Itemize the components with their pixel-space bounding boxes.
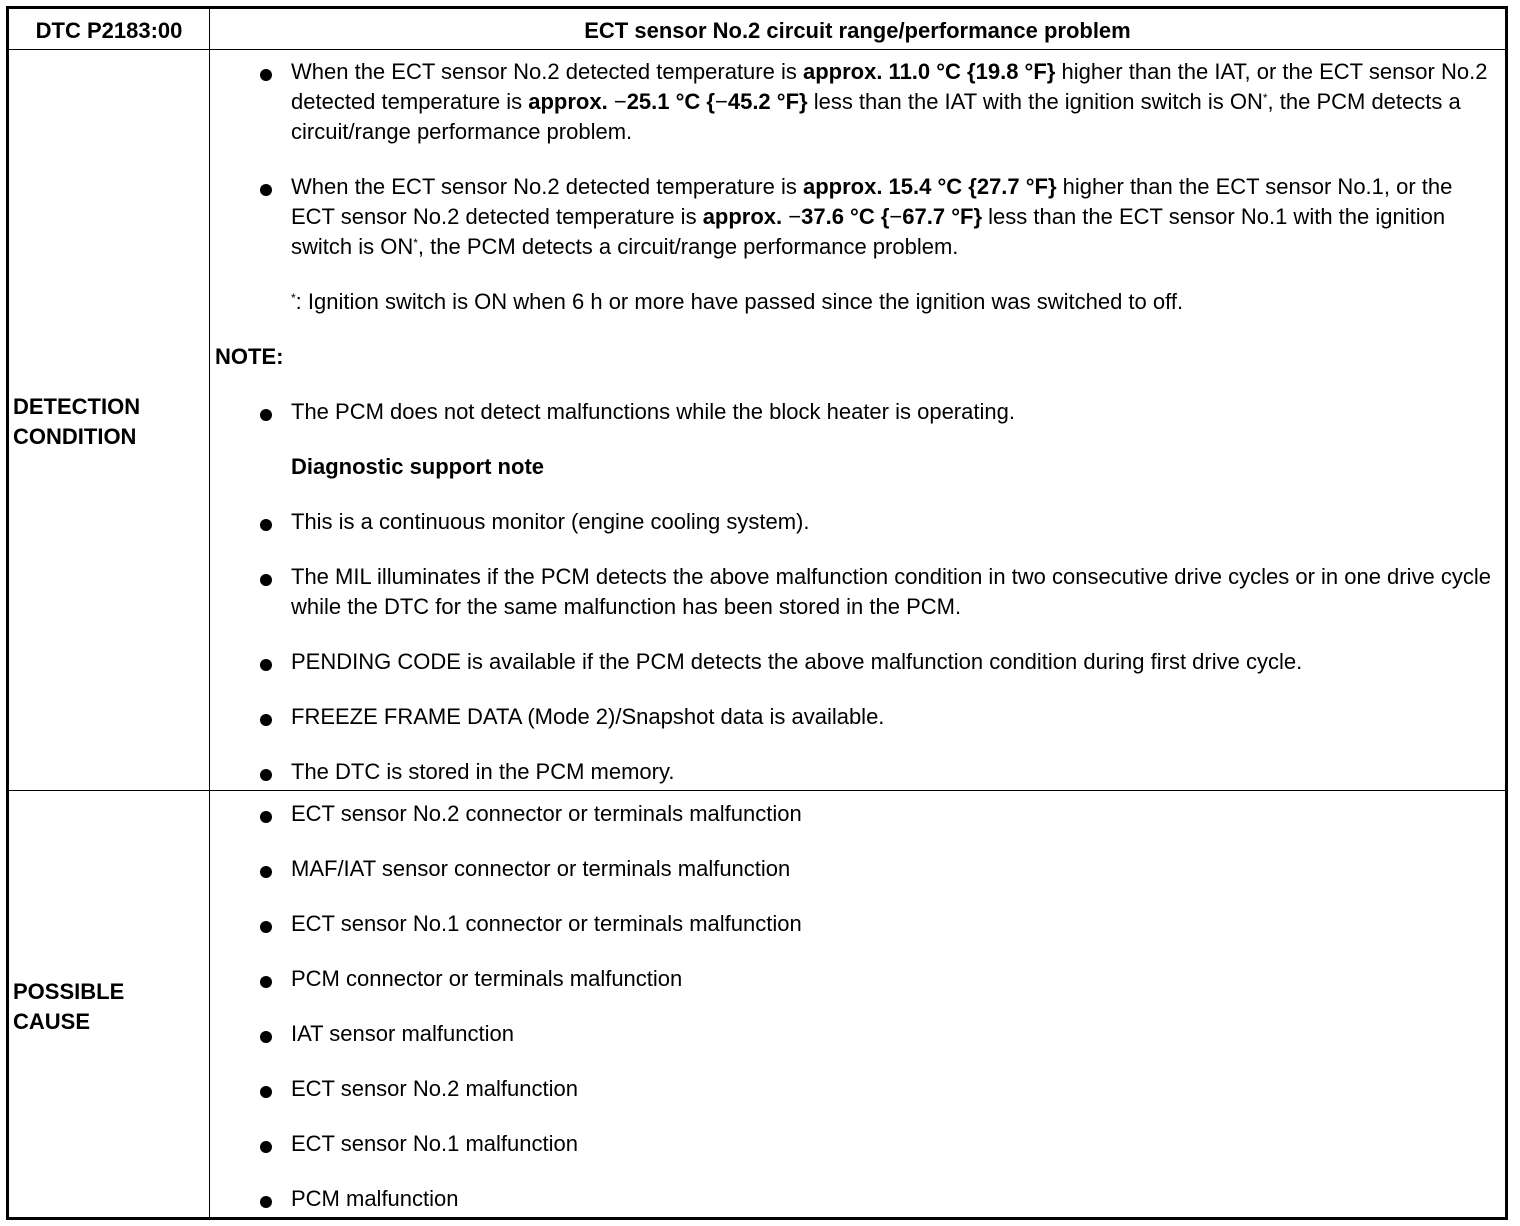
bullet-icon xyxy=(260,69,272,81)
bullet-icon xyxy=(260,1141,272,1153)
bullet-icon xyxy=(260,659,272,671)
dtc-table xyxy=(6,6,1508,1220)
cause-item: PCM malfunction xyxy=(211,1184,1501,1214)
bullet-icon xyxy=(260,1031,272,1043)
possible-cause-label: POSSIBLE CAUSE xyxy=(13,979,125,1034)
bullet-icon xyxy=(260,866,272,878)
cause-item: MAF/IAT sensor connector or terminals malfunction xyxy=(211,854,1501,884)
dtc-title: ECT sensor No.2 circuit range/performance problem xyxy=(584,17,1131,43)
row-divider xyxy=(9,790,1505,791)
bullet-icon xyxy=(260,574,272,586)
support-item: FREEZE FRAME DATA (Mode 2)/Snapshot data is available. xyxy=(211,702,1501,732)
note-heading: NOTE: xyxy=(215,344,284,369)
support-item: The MIL illuminates if the PCM detects the above malfunction condition in two consecutive drive cycles or in one drive cycle while the DTC for the same malfunction has been stored in the PCM. xyxy=(211,562,1501,622)
footnote: *: Ignition switch is ON when 6 h or more have passed since the ignition was switched to off. xyxy=(291,289,1184,314)
cause-item: PCM connector or terminals malfunction xyxy=(211,964,1501,994)
bullet-icon xyxy=(260,1196,272,1208)
detection-item-2: When the ECT sensor No.2 detected temperature is approx. 15.4 °C {27.7 °F} higher than the ECT sensor No.1, or the ECT sensor No.2 detected temperature is approx. −37.6 °C {−67.7 °F} less than the ECT sensor No.1 with the ignition switch is ON*, the PCM detects a circuit/range performance problem. xyxy=(211,172,1501,262)
detection-condition-label: DETECTION CONDITION xyxy=(13,394,141,449)
bullet-icon xyxy=(260,714,272,726)
bullet-icon xyxy=(260,519,272,531)
bullet-icon xyxy=(260,409,272,421)
cause-item: ECT sensor No.2 connector or terminals malfunction xyxy=(211,799,1501,829)
cause-item: ECT sensor No.1 connector or terminals malfunction xyxy=(211,909,1501,939)
support-item: PENDING CODE is available if the PCM detects the above malfunction condition during first drive cycle. xyxy=(211,647,1501,677)
detection-item-1: When the ECT sensor No.2 detected temperature is approx. 11.0 °C {19.8 °F} higher than the IAT, or the ECT sensor No.2 detected temperature is approx. −25.1 °C {−45.2 °F} less than the IAT with the ignition switch is ON*, the PCM detects a circuit/range performance problem. xyxy=(211,57,1501,147)
bullet-icon xyxy=(260,1086,272,1098)
support-heading: Diagnostic support note xyxy=(291,454,544,479)
bullet-icon xyxy=(260,811,272,823)
bullet-icon xyxy=(260,921,272,933)
support-item: This is a continuous monitor (engine cooling system). xyxy=(211,507,1501,537)
dtc-code: DTC P2183:00 xyxy=(35,17,183,43)
bullet-icon xyxy=(260,184,272,196)
support-item: The DTC is stored in the PCM memory. xyxy=(211,757,1501,787)
bullet-icon xyxy=(260,769,272,781)
bullet-icon xyxy=(260,976,272,988)
column-divider xyxy=(209,9,210,1217)
cause-item: IAT sensor malfunction xyxy=(211,1019,1501,1049)
cause-item: ECT sensor No.2 malfunction xyxy=(211,1074,1501,1104)
cause-item: ECT sensor No.1 malfunction xyxy=(211,1129,1501,1159)
note-item: The PCM does not detect malfunctions while the block heater is operating. xyxy=(211,397,1501,427)
